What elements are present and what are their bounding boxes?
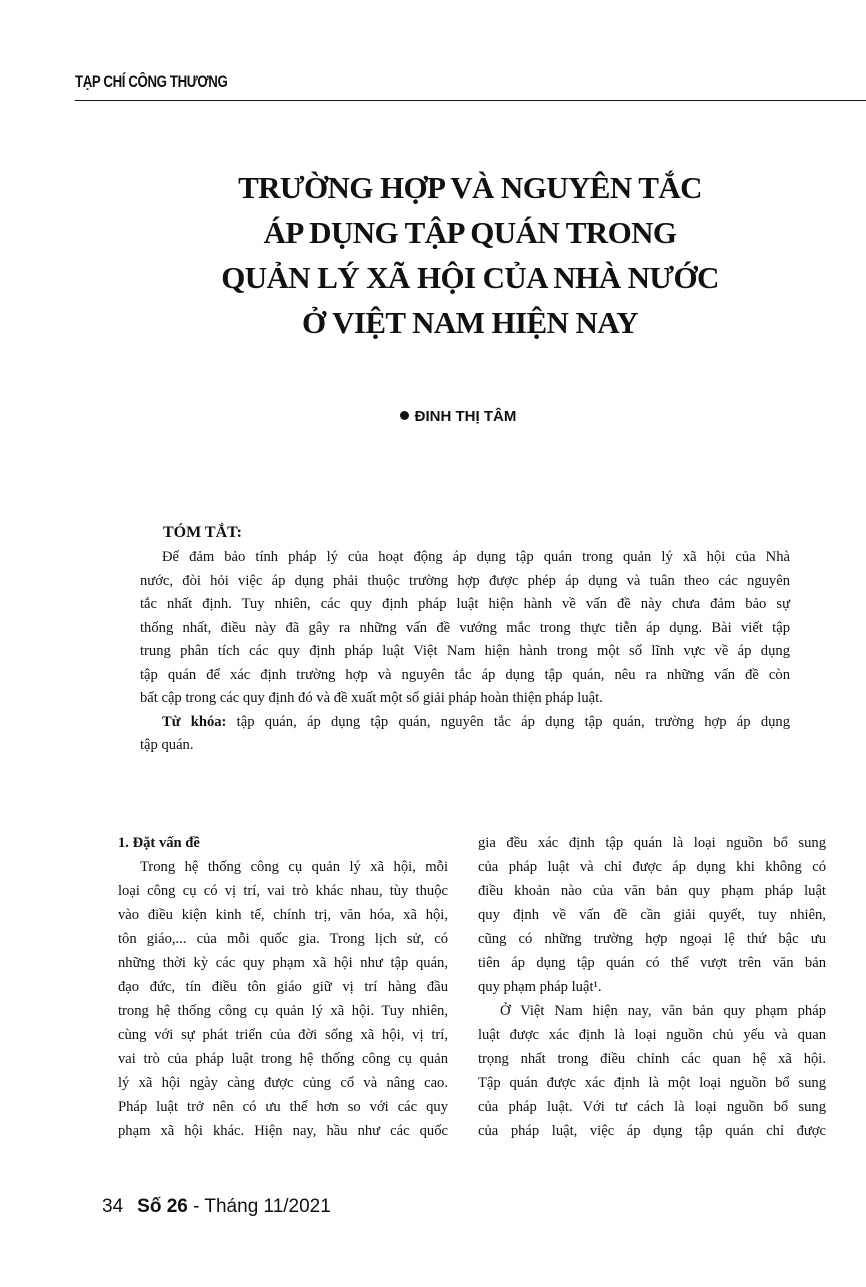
line-text: điều khoản nào của văn bản quy phạm pháp luật — [478, 883, 826, 899]
header-rule — [75, 100, 866, 101]
line-text: của pháp luật. Với tư cách là loại nguồn bổ sung — [478, 1099, 826, 1115]
line-text: lý xã hội ngày càng được củng cố và nâng cao. — [118, 1075, 448, 1091]
line-text: của pháp luật, việc áp dụng tập quán chỉ được — [478, 1123, 826, 1139]
title-line: QUẢN LÝ XÃ HỘI CỦA NHÀ NƯỚC — [221, 260, 719, 295]
page-number: 34 — [102, 1196, 124, 1217]
line-text: tắc nhất định. Tuy nhiên, các quy định pháp luật hiện hành về vấn đề này chưa đảm bảo sự — [140, 596, 790, 612]
line-text: tập quán để xác định trường hợp và nguyên tắc áp dụng tập quán, nêu ra những vấn đề còn — [140, 666, 790, 683]
text-line — [118, 951, 448, 975]
line-text: tập quán. — [140, 737, 194, 753]
line-text: Tập quán được xác định là một loại nguồn bổ sung — [478, 1075, 826, 1091]
line-text: gia đều xác định tập quán là loại nguồn bổ sung — [478, 835, 826, 851]
line-text: quy phạm pháp luật¹. — [478, 979, 602, 995]
text-line — [140, 546, 790, 570]
line-text: nước, đòi hỏi việc áp dụng phải thuộc trường hợp được phép áp dụng và tuân theo các nguyên — [140, 572, 790, 589]
article-title — [120, 165, 820, 345]
text-line — [118, 1071, 448, 1095]
text-line — [140, 711, 790, 735]
line-text: loại công cụ có vị trí, vai trò khác nhau, tùy thuộc — [118, 883, 448, 899]
line-text: của pháp luật và chỉ được áp dụng khi không có — [478, 859, 826, 875]
right-column — [478, 831, 826, 1143]
text-line — [478, 999, 826, 1023]
line-text: vai trò của pháp luật trong hệ thống công cụ quản — [118, 1051, 448, 1067]
line-text: tôn giáo,... của mỗi quốc gia. Trong lịch sử, có — [118, 931, 448, 947]
title-line: Ở VIỆT NAM HIỆN NAY — [302, 305, 638, 340]
line-text: Trong hệ thống công cụ quản lý xã hội, mỗi — [140, 859, 448, 875]
text-line — [118, 975, 448, 999]
bullet-icon — [400, 411, 409, 420]
text-line — [478, 951, 826, 975]
line-text: đạo đức, tín điều tôn giáo giữ vị trí hàng đầu — [118, 979, 448, 995]
line-text: trọng nhất trong điều chỉnh các quan hệ xã hội. — [478, 1051, 826, 1067]
title-line: TRƯỜNG HỢP VÀ NGUYÊN TẮC — [238, 170, 702, 205]
issue-date: - Tháng 11/2021 — [187, 1196, 331, 1217]
line-text: luật được xác định là loại nguồn chủ yếu và quan — [478, 1027, 826, 1043]
text-line — [478, 1095, 826, 1119]
page-footer — [102, 1196, 331, 1218]
text-line — [478, 1071, 826, 1095]
line-text: tiên áp dụng tập quán có thể vượt trên văn bản — [478, 955, 826, 971]
issue-number: Số 26 — [137, 1196, 188, 1217]
line-text: phạm xã hội khác. Hiện nay, hầu như các quốc — [118, 1123, 448, 1139]
author-name: ĐINH THỊ TÂM — [414, 408, 517, 425]
abstract-heading: TÓM TẮT: — [163, 524, 242, 541]
text-line — [140, 570, 790, 594]
line-text: Pháp luật trở nên có ưu thế hơn so với các quy — [118, 1099, 448, 1115]
text-line — [478, 975, 826, 999]
text-line — [478, 855, 826, 879]
title-line: ÁP DỤNG TẬP QUÁN TRONG — [263, 215, 677, 250]
line-text: trong hệ thống công cụ quản lý xã hội. Tuy nhiên, — [118, 1003, 448, 1019]
text-line — [478, 1119, 826, 1143]
line-text: cùng với sự phát triển của đời sống xã hội, vị trí, — [118, 1027, 448, 1043]
text-line — [478, 831, 826, 855]
text-line — [478, 927, 826, 951]
line-text: trung phân tích các quy định pháp luật Việt Nam hiện hành trong một số lĩnh vực về áp dụng — [140, 643, 790, 659]
text-line — [118, 879, 448, 903]
line-text: quy định về vấn đề cần giải quyết, tuy nhiên, — [478, 907, 826, 923]
line-text: Ở Việt Nam hiện nay, văn bản quy phạm pháp — [500, 1003, 826, 1019]
text-line — [478, 903, 826, 927]
text-line — [478, 1047, 826, 1071]
text-line — [118, 855, 448, 879]
line-text: những thời kỳ các quy phạm xã hội như tập quán, — [118, 955, 448, 971]
text-line — [140, 617, 790, 641]
line-text: Để đảm bảo tính pháp lý của hoạt động áp dụng tập quán trong quản lý xã hội của Nhà — [162, 549, 790, 565]
text-line — [478, 879, 826, 903]
journal-name: TẠP CHÍ CÔNG THƯƠNG — [75, 72, 228, 91]
line-text: 1. Đặt vấn đề — [118, 835, 200, 851]
text-line — [118, 1047, 448, 1071]
keywords-label: Từ khóa: — [162, 713, 227, 730]
text-line — [118, 1095, 448, 1119]
text-line — [118, 1023, 448, 1047]
text-line — [140, 640, 790, 664]
header-rule-dash — [566, 98, 702, 100]
text-line — [140, 593, 790, 617]
text-line — [478, 1023, 826, 1047]
text-line — [140, 687, 790, 711]
text-line — [118, 927, 448, 951]
abstract-body — [140, 546, 790, 758]
text-line — [118, 999, 448, 1023]
left-column — [118, 831, 448, 1143]
text-line — [118, 903, 448, 927]
line-text: cũng có những trường hợp ngoại lệ thứ bậc ưu — [478, 931, 826, 947]
text-line — [118, 1119, 448, 1143]
line-text: bất cập trong các quy định đó và đề xuất một số giải pháp hoàn thiện pháp luật. — [140, 690, 603, 706]
line-text: thống nhất, điều này đã gây ra những vấn đề vướng mắc trong thực tiễn áp dụng. Bài viết tập — [140, 619, 790, 636]
line-text: vào điều kiện kinh tế, chính trị, văn hóa, xã hội, — [118, 907, 448, 923]
author-byline — [0, 408, 866, 425]
text-line — [140, 734, 790, 758]
line-text: tập quán, áp dụng tập quán, nguyên tắc áp dụng tập quán, trường hợp áp dụng — [226, 713, 791, 730]
text-line — [140, 664, 790, 688]
section-heading — [118, 831, 448, 855]
